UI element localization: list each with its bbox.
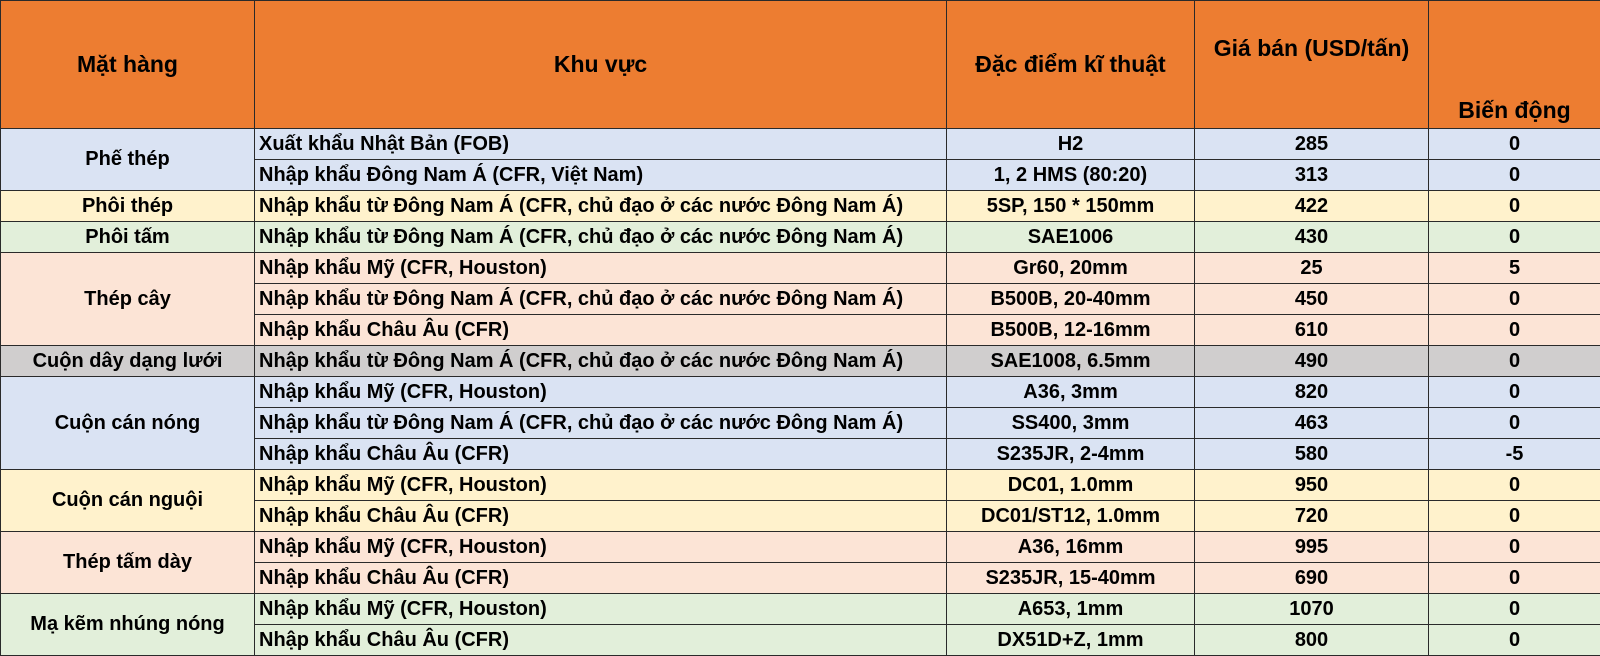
price-cell: 950 [1195,470,1429,501]
region-cell: Nhập khẩu từ Đông Nam Á (CFR, chủ đạo ở các nước Đông Nam Á) [255,191,947,222]
price-cell: 995 [1195,532,1429,563]
table-row [1,222,1600,253]
price-cell: 820 [1195,377,1429,408]
header-change: Biến động [1429,1,1600,129]
table-body [1,129,1600,656]
region-cell: Nhập khẩu Châu Âu (CFR) [255,501,947,532]
spec-cell: SAE1008, 6.5mm [947,346,1195,377]
item-cell: Cuộn dây dạng lưới [1,346,255,377]
change-cell: 0 [1429,284,1600,315]
change-cell: 0 [1429,532,1600,563]
table-row [1,594,1600,625]
table-row [1,346,1600,377]
region-cell: Nhập khẩu Đông Nam Á (CFR, Việt Nam) [255,160,947,191]
change-cell: 0 [1429,346,1600,377]
item-cell: Phôi tấm [1,222,255,253]
header-row [1,1,1600,129]
region-cell: Nhập khẩu từ Đông Nam Á (CFR, chủ đạo ở các nước Đông Nam Á) [255,222,947,253]
region-cell: Xuất khẩu Nhật Bản (FOB) [255,129,947,160]
region-cell: Nhập khẩu Châu Âu (CFR) [255,625,947,656]
table-row [1,129,1600,160]
region-cell: Nhập khẩu Mỹ (CFR, Houston) [255,377,947,408]
price-cell: 313 [1195,160,1429,191]
spec-cell: H2 [947,129,1195,160]
change-cell: 0 [1429,625,1600,656]
change-cell: 0 [1429,594,1600,625]
spec-cell: S235JR, 15-40mm [947,563,1195,594]
spec-cell: SS400, 3mm [947,408,1195,439]
item-cell: Thép tấm dày [1,532,255,594]
header-spec: Đặc điểm kĩ thuật [947,1,1195,129]
spec-cell: A36, 3mm [947,377,1195,408]
spec-cell: SAE1006 [947,222,1195,253]
change-cell: 0 [1429,377,1600,408]
change-cell: 0 [1429,408,1600,439]
region-cell: Nhập khẩu Mỹ (CFR, Houston) [255,253,947,284]
price-cell: 720 [1195,501,1429,532]
region-cell: Nhập khẩu Châu Âu (CFR) [255,315,947,346]
price-cell: 610 [1195,315,1429,346]
region-cell: Nhập khẩu Mỹ (CFR, Houston) [255,594,947,625]
change-cell: 0 [1429,160,1600,191]
table-row [1,532,1600,563]
item-cell: Cuộn cán nóng [1,377,255,470]
spec-cell: DC01, 1.0mm [947,470,1195,501]
price-cell: 800 [1195,625,1429,656]
table-row [1,191,1600,222]
region-cell: Nhập khẩu từ Đông Nam Á (CFR, chủ đạo ở các nước Đông Nam Á) [255,408,947,439]
header-item: Mặt hàng [1,1,255,129]
spec-cell: DC01/ST12, 1.0mm [947,501,1195,532]
header-region: Khu vực [255,1,947,129]
price-cell: 422 [1195,191,1429,222]
spec-cell: B500B, 12-16mm [947,315,1195,346]
table-row [1,377,1600,408]
item-cell: Mạ kẽm nhúng nóng [1,594,255,656]
price-cell: 25 [1195,253,1429,284]
change-cell: 0 [1429,222,1600,253]
item-cell: Phế thép [1,129,255,191]
region-cell: Nhập khẩu từ Đông Nam Á (CFR, chủ đạo ở các nước Đông Nam Á) [255,284,947,315]
price-cell: 463 [1195,408,1429,439]
table-row [1,470,1600,501]
spec-cell: B500B, 20-40mm [947,284,1195,315]
region-cell: Nhập khẩu từ Đông Nam Á (CFR, chủ đạo ở các nước Đông Nam Á) [255,346,947,377]
region-cell: Nhập khẩu Mỹ (CFR, Houston) [255,532,947,563]
spec-cell: 1, 2 HMS (80:20) [947,160,1195,191]
spec-cell: Gr60, 20mm [947,253,1195,284]
spec-cell: A36, 16mm [947,532,1195,563]
table-row [1,253,1600,284]
item-cell: Phôi thép [1,191,255,222]
price-cell: 580 [1195,439,1429,470]
header-price: Giá bán (USD/tấn) [1195,1,1429,129]
price-cell: 285 [1195,129,1429,160]
price-cell: 1070 [1195,594,1429,625]
spec-cell: A653, 1mm [947,594,1195,625]
change-cell: 0 [1429,129,1600,160]
region-cell: Nhập khẩu Châu Âu (CFR) [255,563,947,594]
change-cell: 0 [1429,191,1600,222]
change-cell: 0 [1429,563,1600,594]
change-cell: 0 [1429,501,1600,532]
item-cell: Thép cây [1,253,255,346]
change-cell: 0 [1429,315,1600,346]
price-cell: 490 [1195,346,1429,377]
spec-cell: DX51D+Z, 1mm [947,625,1195,656]
change-cell: 5 [1429,253,1600,284]
change-cell: 0 [1429,470,1600,501]
price-cell: 430 [1195,222,1429,253]
region-cell: Nhập khẩu Mỹ (CFR, Houston) [255,470,947,501]
spec-cell: S235JR, 2-4mm [947,439,1195,470]
change-cell: -5 [1429,439,1600,470]
price-cell: 450 [1195,284,1429,315]
spec-cell: 5SP, 150 * 150mm [947,191,1195,222]
region-cell: Nhập khẩu Châu Âu (CFR) [255,439,947,470]
item-cell: Cuộn cán nguội [1,470,255,532]
price-cell: 690 [1195,563,1429,594]
